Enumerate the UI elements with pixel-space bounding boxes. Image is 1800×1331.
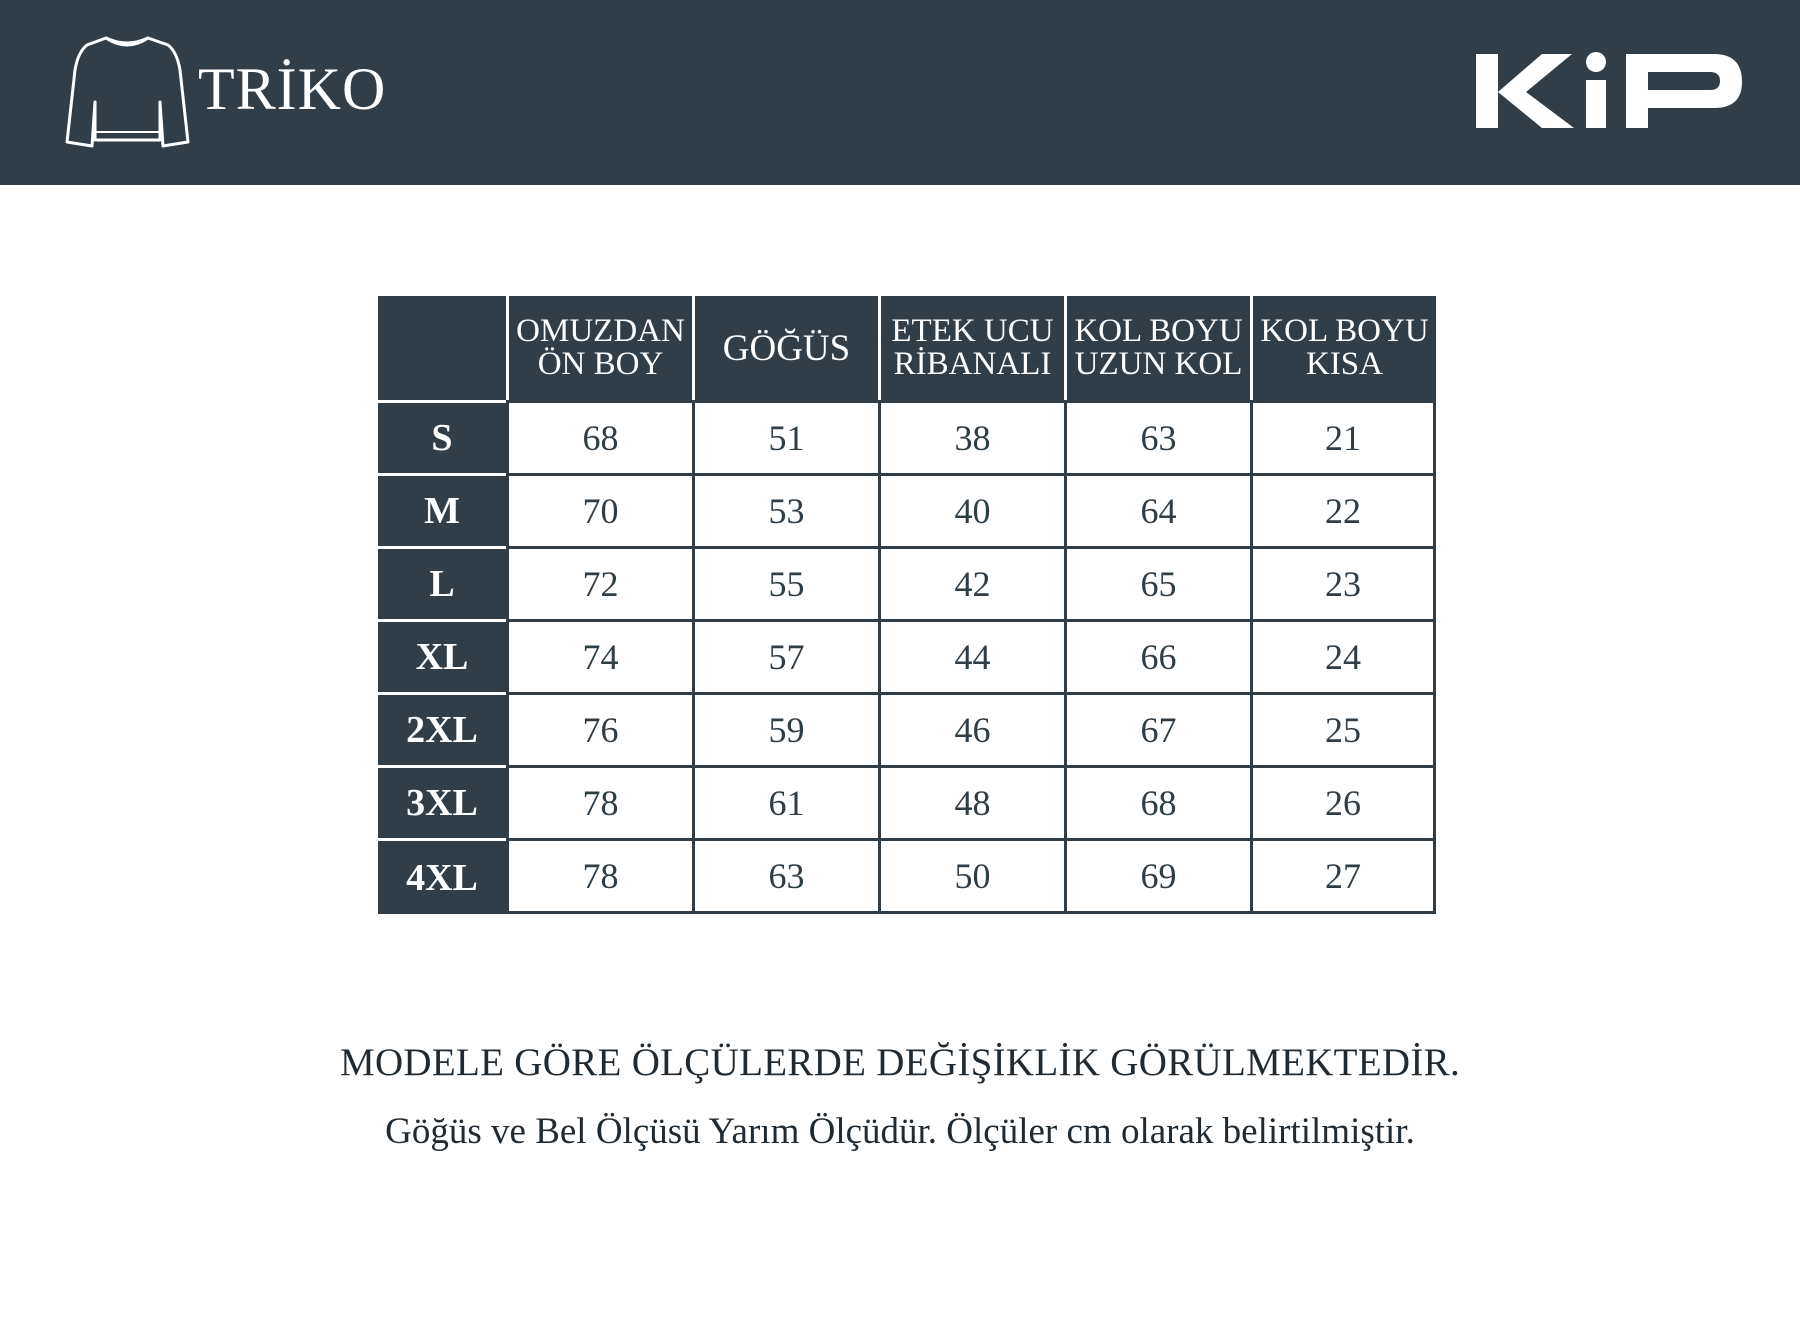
corner-cell bbox=[378, 296, 506, 400]
table-cell: 66 bbox=[1064, 619, 1250, 692]
size-label: L bbox=[378, 546, 506, 619]
table-cell: 55 bbox=[692, 546, 878, 619]
measurement-note: Göğüs ve Bel Ölçüsü Yarım Ölçüdür. Ölçüler cm olarak belirtilmiştir. bbox=[385, 1111, 1415, 1152]
table-cell: 65 bbox=[1064, 546, 1250, 619]
table-cell: 26 bbox=[1250, 765, 1436, 838]
table-row bbox=[378, 546, 1436, 619]
table-cell: 68 bbox=[1064, 765, 1250, 838]
table-cell: 76 bbox=[506, 692, 692, 765]
table-row bbox=[378, 473, 1436, 546]
category-title: TRİKO bbox=[198, 56, 387, 122]
table-cell: 23 bbox=[1250, 546, 1436, 619]
column-header-kol-boyu-kisa: KOL BOYU KISA bbox=[1250, 296, 1436, 400]
table-cell: 59 bbox=[692, 692, 878, 765]
column-header-etek-ucu: ETEK UCU RİBANALI bbox=[878, 296, 1064, 400]
disclaimer-note: MODELE GÖRE ÖLÇÜLERDE DEĞİŞİKLİK GÖRÜLMEKTEDİR. bbox=[339, 1041, 1461, 1084]
table-row bbox=[378, 838, 1436, 914]
table-row bbox=[378, 692, 1436, 765]
table-cell: 64 bbox=[1064, 473, 1250, 546]
column-header-kol-boyu-uzun: KOL BOYU UZUN KOL bbox=[1064, 296, 1250, 400]
column-header-omuzdan-on-boy: OMUZDAN ÖN BOY bbox=[506, 296, 692, 400]
table-cell: 27 bbox=[1250, 838, 1436, 914]
table-cell: 53 bbox=[692, 473, 878, 546]
table-cell: 68 bbox=[506, 400, 692, 473]
table-cell: 21 bbox=[1250, 400, 1436, 473]
table-cell: 78 bbox=[506, 765, 692, 838]
table-cell: 25 bbox=[1250, 692, 1436, 765]
size-label: 2XL bbox=[378, 692, 506, 765]
size-label: XL bbox=[378, 619, 506, 692]
table-cell: 57 bbox=[692, 619, 878, 692]
table-cell: 38 bbox=[878, 400, 1064, 473]
size-label: S bbox=[378, 400, 506, 473]
table-cell: 61 bbox=[692, 765, 878, 838]
size-chart-table bbox=[378, 296, 1436, 914]
table-cell: 42 bbox=[878, 546, 1064, 619]
table-cell: 63 bbox=[692, 838, 878, 914]
table-cell: 74 bbox=[506, 619, 692, 692]
table-cell: 51 bbox=[692, 400, 878, 473]
table-row bbox=[378, 619, 1436, 692]
table-cell: 44 bbox=[878, 619, 1064, 692]
table-cell: 22 bbox=[1250, 473, 1436, 546]
table-header-row bbox=[378, 296, 1436, 400]
table-cell: 46 bbox=[878, 692, 1064, 765]
table-cell: 63 bbox=[1064, 400, 1250, 473]
table-cell: 70 bbox=[506, 473, 692, 546]
table-cell: 50 bbox=[878, 838, 1064, 914]
table-cell: 48 bbox=[878, 765, 1064, 838]
header-bar bbox=[0, 0, 1800, 185]
table-cell: 67 bbox=[1064, 692, 1250, 765]
brand-logo bbox=[1476, 50, 1746, 130]
sweater-icon bbox=[64, 32, 191, 148]
table-cell: 40 bbox=[878, 473, 1064, 546]
size-label: 4XL bbox=[378, 838, 506, 914]
table-cell: 69 bbox=[1064, 838, 1250, 914]
table-cell: 72 bbox=[506, 546, 692, 619]
column-header-gogus: GÖĞÜS bbox=[692, 296, 878, 400]
table-cell: 24 bbox=[1250, 619, 1436, 692]
table-row bbox=[378, 765, 1436, 838]
size-label: M bbox=[378, 473, 506, 546]
table-row bbox=[378, 400, 1436, 473]
table-cell: 78 bbox=[506, 838, 692, 914]
size-label: 3XL bbox=[378, 765, 506, 838]
